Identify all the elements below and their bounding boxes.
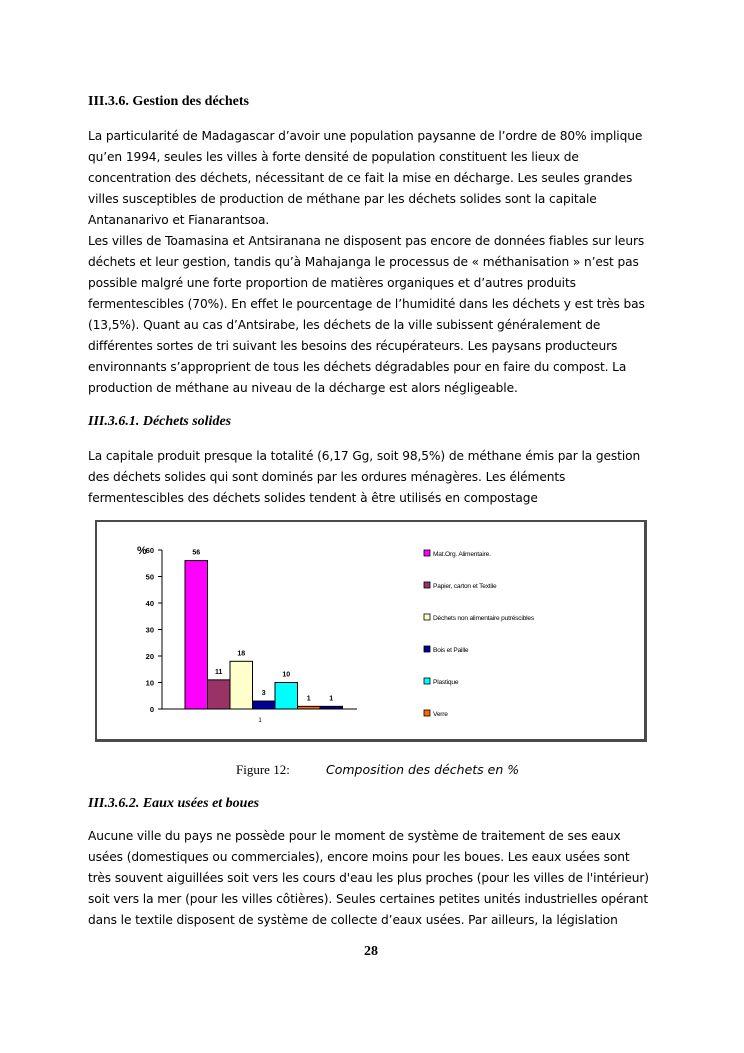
chart-canvas	[97, 522, 645, 740]
text-line: très souvent aiguillées soit vers les cours d'eau les plus proches (pour les villes de l'intérieur)	[88, 871, 649, 885]
legend-swatch	[424, 582, 430, 588]
text-line: Les villes de Toamasina et Antsiranana ne disposent pas encore de données fiables sur leurs	[88, 234, 645, 248]
text-line: des déchets solides qui sont dominés par les ordures ménagères. Les éléments	[88, 470, 566, 484]
section-heading-gestion-dechets: III.3.6. Gestion des déchets	[88, 94, 250, 109]
text-line: usées (domestiques ou commerciales), encore moins pour les boues. Les eaux usées sont	[88, 850, 630, 864]
data-label: 1	[306, 695, 311, 703]
legend-label: Verre	[433, 711, 448, 718]
waste-composition-chart	[95, 520, 647, 742]
text-line: La particularité de Madagascar d’avoir une population paysanne de l’ordre de 80% implique	[88, 129, 643, 143]
text-line: (13,5%). Quant au cas d’Antsirabe, les déchets de la ville subissent généralement de	[88, 318, 601, 332]
legend-label: Plastique	[433, 679, 459, 686]
legend-label: Mat.Org. Alimentaire.	[433, 551, 491, 558]
text-line: fermentescibles (70%). En effet le pourcentage de l’humidité dans les déchets y est très bas	[88, 297, 645, 311]
bar	[230, 661, 253, 709]
data-label: 3	[261, 690, 266, 698]
y-axis-label: %	[137, 545, 147, 557]
text-line: fermentescibles des déchets solides tendent à être utilisés en compostage	[88, 491, 538, 505]
bar	[253, 701, 276, 709]
page-number: 28	[364, 944, 378, 959]
text-line: dans le textile disposent de système de collecte d’eaux usées. Par ailleurs, la législation	[88, 913, 618, 927]
text-line: soit vers la mer (pour les villes côtières). Seules certaines petites unités industrielles opérant	[88, 892, 648, 906]
figure-label: Figure 12:	[236, 762, 290, 777]
text-line: possible malgré une forte proportion de matières organiques et d’autres produits	[88, 276, 576, 290]
legend-swatch	[424, 710, 430, 716]
y-tick-label: 30	[145, 625, 154, 635]
bar	[320, 706, 343, 709]
bar	[298, 706, 321, 709]
legend-swatch	[424, 678, 430, 684]
data-label: 18	[237, 650, 246, 658]
text-line: concentration des déchets, nécessitant de ce fait la mise en décharge. Les seules grandes	[88, 171, 633, 185]
data-label: 11	[215, 668, 223, 676]
bar	[185, 561, 208, 709]
legend-swatch	[424, 614, 430, 620]
y-tick-label: 40	[145, 599, 154, 608]
y-tick-label: 20	[145, 652, 154, 661]
text-line: environnants s’approprient de tous les déchets dégradables pour en faire du compost. La	[88, 360, 627, 374]
legend-label: Déchets non alimentaire putréscibles	[433, 615, 534, 622]
text-line: production de méthane au niveau de la décharge est alors négligeable.	[88, 381, 518, 395]
text-line: Antananarivo et Fianarantsoa.	[88, 213, 270, 227]
data-label: 1	[329, 695, 334, 703]
paragraph-gestion-dechets	[88, 126, 658, 399]
legend-label: Bois et Paille	[433, 647, 469, 654]
section-heading-eaux-usees: III.3.6.2. Eaux usées et boues	[88, 796, 260, 811]
bar	[275, 683, 298, 710]
paragraph-dechets-solides	[88, 446, 658, 509]
y-tick-label: 0	[149, 705, 154, 714]
legend-swatch	[424, 646, 430, 652]
text-line: qu’en 1994, seules les villes à forte densité de population constituent les lieux de	[88, 150, 579, 164]
legend-swatch	[424, 550, 430, 556]
x-tick-label: 1	[258, 718, 262, 724]
paragraph-eaux-usees	[88, 826, 658, 931]
text-line: déchets et leur gestion, tandis qu’à Mahajanga le processus de « méthanisation » n’est pas	[88, 255, 639, 269]
data-label: 56	[192, 549, 201, 557]
text-line: différentes sortes de tri suivant les besoins des récupérateurs. Les paysans producteurs	[88, 339, 618, 353]
text-line: villes susceptibles de production de méthane par les déchets solides sont la capitale	[88, 192, 597, 206]
y-tick-label: 10	[145, 678, 154, 688]
y-tick-label: 50	[145, 572, 154, 582]
legend-label: Papier, carton et Textile	[433, 583, 497, 590]
y-tick-label: 60	[145, 546, 154, 555]
section-heading-dechets-solides: III.3.6.1. Déchets solides	[88, 414, 232, 429]
data-label: 10	[282, 671, 291, 679]
bar	[208, 680, 231, 709]
text-line: La capitale produit presque la totalité (6,17 Gg, soit 98,5%) de méthane émis par la gestion	[88, 449, 641, 463]
figure-caption: Composition des déchets en %	[326, 762, 520, 777]
text-line: Aucune ville du pays ne possède pour le moment de système de traitement de ses eaux	[88, 829, 621, 843]
